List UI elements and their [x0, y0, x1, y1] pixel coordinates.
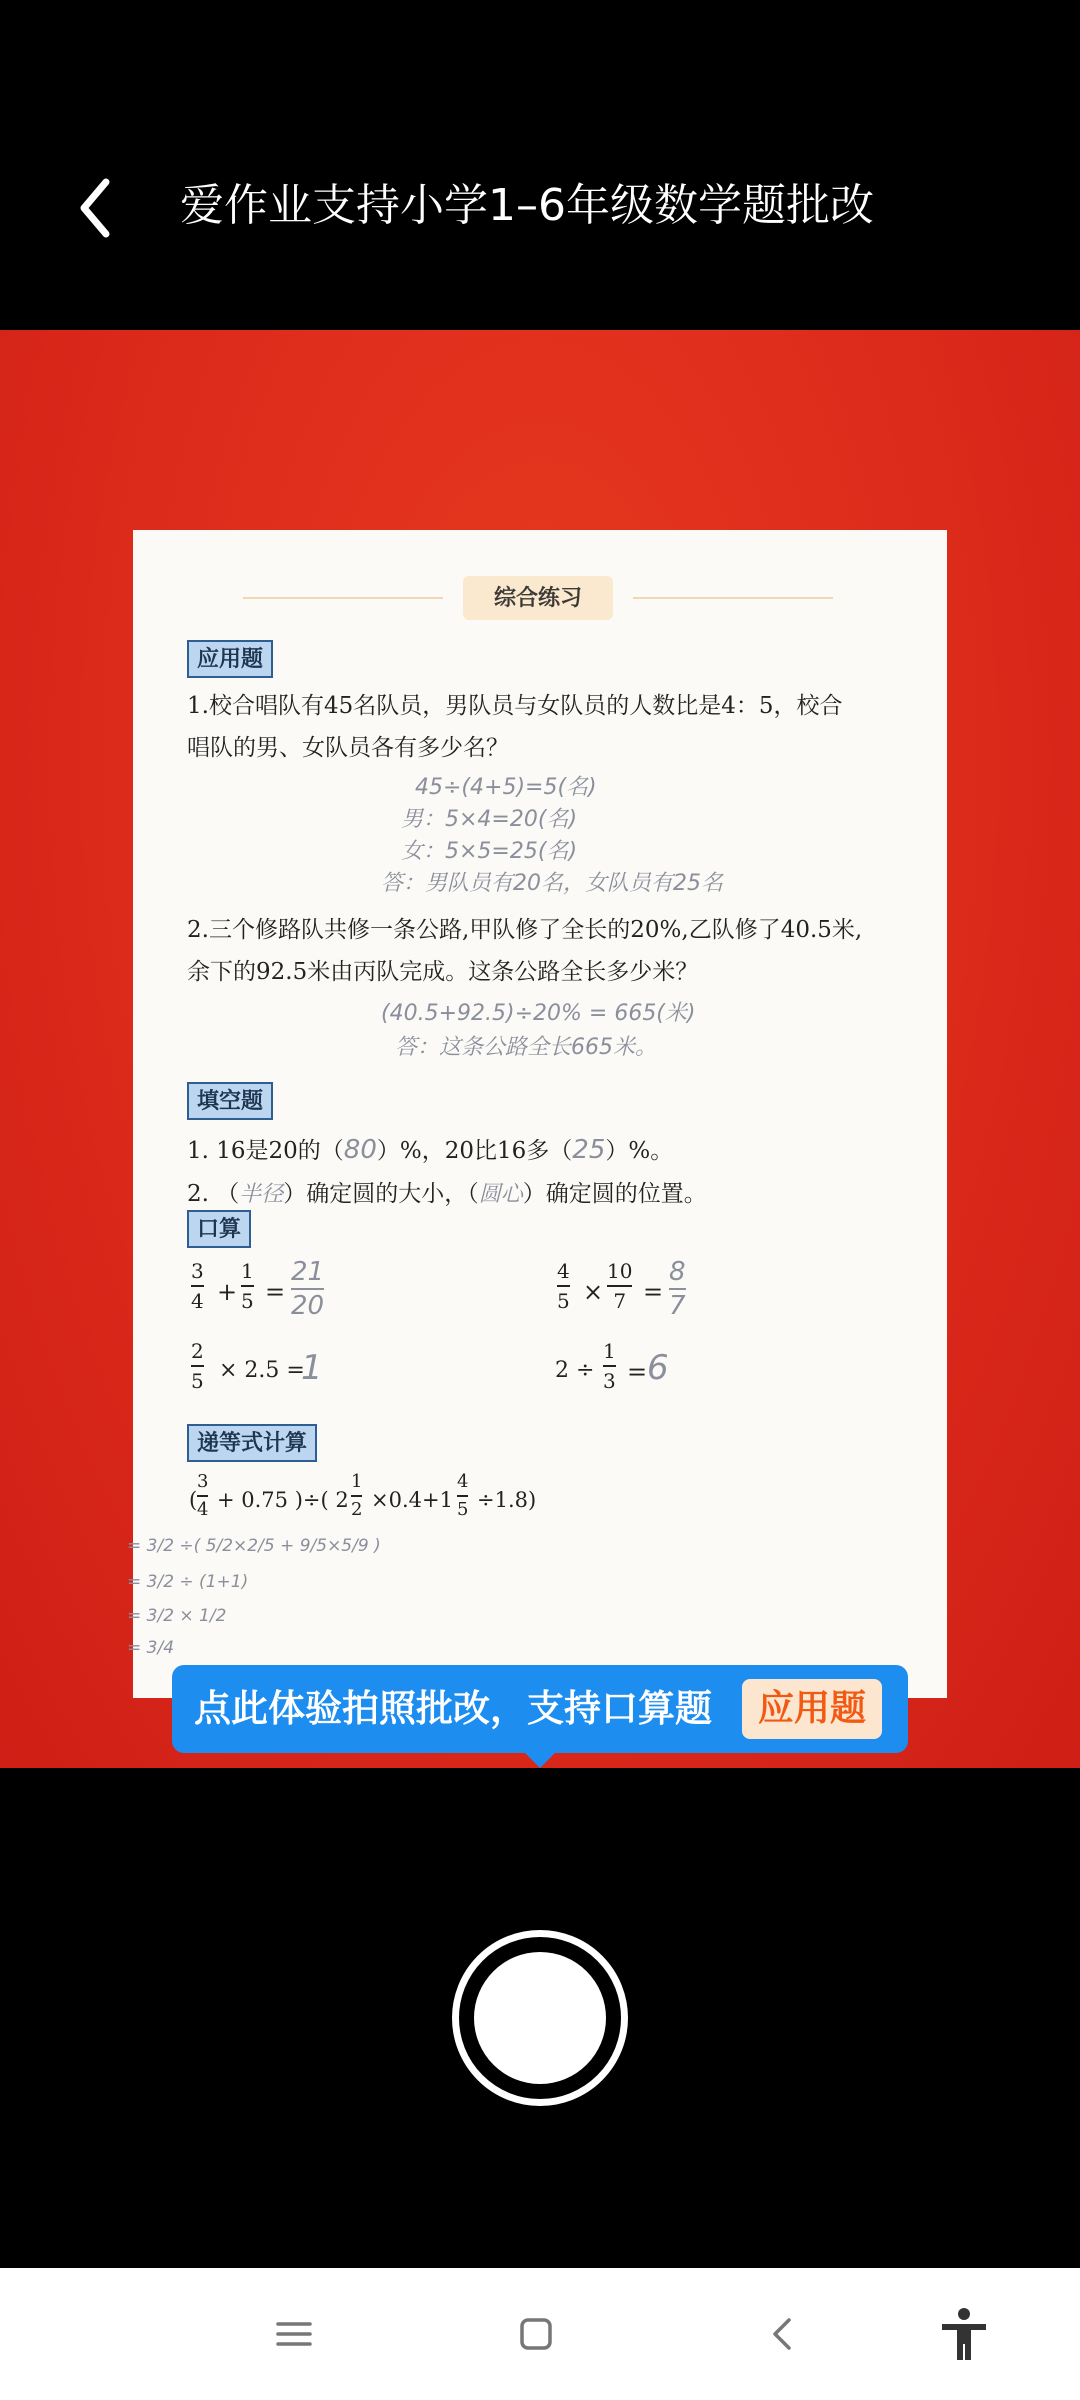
stepwise-tag: 递等式计算 — [187, 1424, 317, 1462]
tip-text: 点此体验拍照批改，支持口算题 — [194, 1687, 712, 1730]
stepwise-work-line: = 3/2 × 1/2 — [127, 1606, 227, 1626]
expression-prefix: 2 ÷ — [555, 1358, 595, 1383]
chevron-left-icon — [62, 168, 142, 248]
fill-q2-text: ）确定圆的位置。 — [522, 1181, 707, 1207]
expr-part: ÷1.8) — [477, 1488, 537, 1512]
application-tag: 应用题 — [187, 640, 273, 678]
accessibility-icon — [934, 2304, 994, 2364]
fill-blank-tag: 填空题 — [187, 1082, 273, 1120]
fill-q2-text: 2. （ — [187, 1181, 240, 1207]
divider-right — [633, 597, 833, 599]
q2-work-line: 答：这条公路全长665米。 — [395, 1035, 657, 1060]
operator: = — [643, 1278, 664, 1306]
stepwise-work-line: = 3/4 — [127, 1638, 175, 1658]
operator: = — [627, 1358, 648, 1386]
q2-work-line: (40.5+92.5)÷20% = 665(米) — [381, 1001, 696, 1026]
q1-work-line: 答：男队员有20名，女队员有25名 — [381, 871, 723, 896]
q1-work-line: 45÷(4+5)=5(名) — [415, 775, 597, 800]
recent-apps-button[interactable] — [264, 2304, 324, 2364]
oral-calc-tag: 口算 — [187, 1210, 251, 1248]
fraction: 4 5 — [557, 1259, 570, 1313]
q1-work-line: 女：5×5=25(名) — [401, 839, 578, 864]
question-2-line-2: 余下的92.5米由丙队完成。这条公路全长多少米？ — [187, 959, 699, 985]
expression-rest: × 2.5 = — [219, 1358, 305, 1383]
answer-fraction: 8 7 — [669, 1257, 686, 1321]
question-2-line-1: 2.三个修路队共修一条公路,甲队修了全长的20%,乙队修了40.5米, — [187, 917, 863, 943]
home-button[interactable] — [506, 2304, 566, 2364]
home-square-icon — [506, 2304, 566, 2364]
fill-question-1 — [187, 1130, 673, 1171]
fraction: 1 2 — [351, 1471, 363, 1520]
fill-q1-text: 1. 16是20的（ — [187, 1138, 344, 1164]
tip-banner[interactable] — [172, 1665, 908, 1753]
divider-left — [243, 597, 443, 599]
fraction: 1 5 — [241, 1259, 254, 1313]
fill-question-2 — [187, 1174, 707, 1215]
fill-q1-answer: 80 — [343, 1135, 377, 1165]
expr-part: + 0.75 )÷( 2 — [217, 1488, 349, 1512]
fill-q1-answer: 25 — [572, 1135, 606, 1165]
answer: 6 — [647, 1348, 669, 1388]
operator: + — [217, 1278, 238, 1306]
fraction: 4 5 — [457, 1471, 469, 1520]
fraction: 10 7 — [607, 1259, 633, 1313]
accessibility-button[interactable] — [934, 2304, 994, 2364]
fill-q2-answer: 圆心 — [478, 1182, 523, 1207]
fill-q2-answer: 半径 — [239, 1182, 284, 1207]
worksheet-sample-image — [127, 530, 947, 1698]
fraction: 3 4 — [197, 1471, 209, 1520]
fraction: 1 3 — [603, 1339, 616, 1393]
stepwise-work-line: = 3/2 ÷( 5/2×2/5 + 9/5×5/9 ) — [127, 1536, 381, 1556]
system-back-button[interactable] — [754, 2304, 814, 2364]
question-1-line-1: 1.校合唱队有45名队员，男队员与女队员的人数比是4：5，校合 — [187, 693, 843, 719]
top-bar — [0, 0, 1080, 330]
answer: 1 — [301, 1348, 323, 1388]
fill-q2-text: ）确定圆的大小，（ — [283, 1181, 479, 1207]
fraction: 3 4 — [191, 1259, 204, 1313]
back-icon — [754, 2304, 814, 2364]
operator: = — [265, 1278, 286, 1306]
shutter-button[interactable] — [452, 1930, 628, 2106]
system-navigation-bar — [0, 2268, 1080, 2400]
stepwise-work-line: = 3/2 ÷ (1+1) — [127, 1572, 249, 1592]
shutter-button-icon — [474, 1952, 606, 2084]
menu-icon — [264, 2304, 324, 2364]
expr-part: ( — [189, 1488, 198, 1512]
page-title: 爱作业支持小学1–6年级数学题批改 — [180, 180, 874, 231]
tip-badge: 应用题 — [742, 1679, 882, 1739]
fill-q1-text: ）%，20比16多（ — [376, 1138, 573, 1164]
back-button[interactable] — [62, 168, 142, 248]
camera-viewfinder[interactable] — [0, 330, 1080, 1768]
tip-pointer — [524, 1752, 556, 1768]
q1-work-line: 男：5×4=20(名) — [401, 807, 578, 832]
fraction: 2 5 — [191, 1339, 204, 1393]
expr-part: ×0.4+1 — [371, 1488, 453, 1512]
worksheet-section-title: 综合练习 — [463, 576, 613, 620]
operator: × — [583, 1278, 604, 1306]
answer-fraction: 21 20 — [291, 1257, 325, 1321]
fill-q1-text: ）%。 — [605, 1138, 674, 1164]
question-1-line-2: 唱队的男、女队员各有多少名？ — [187, 735, 509, 761]
